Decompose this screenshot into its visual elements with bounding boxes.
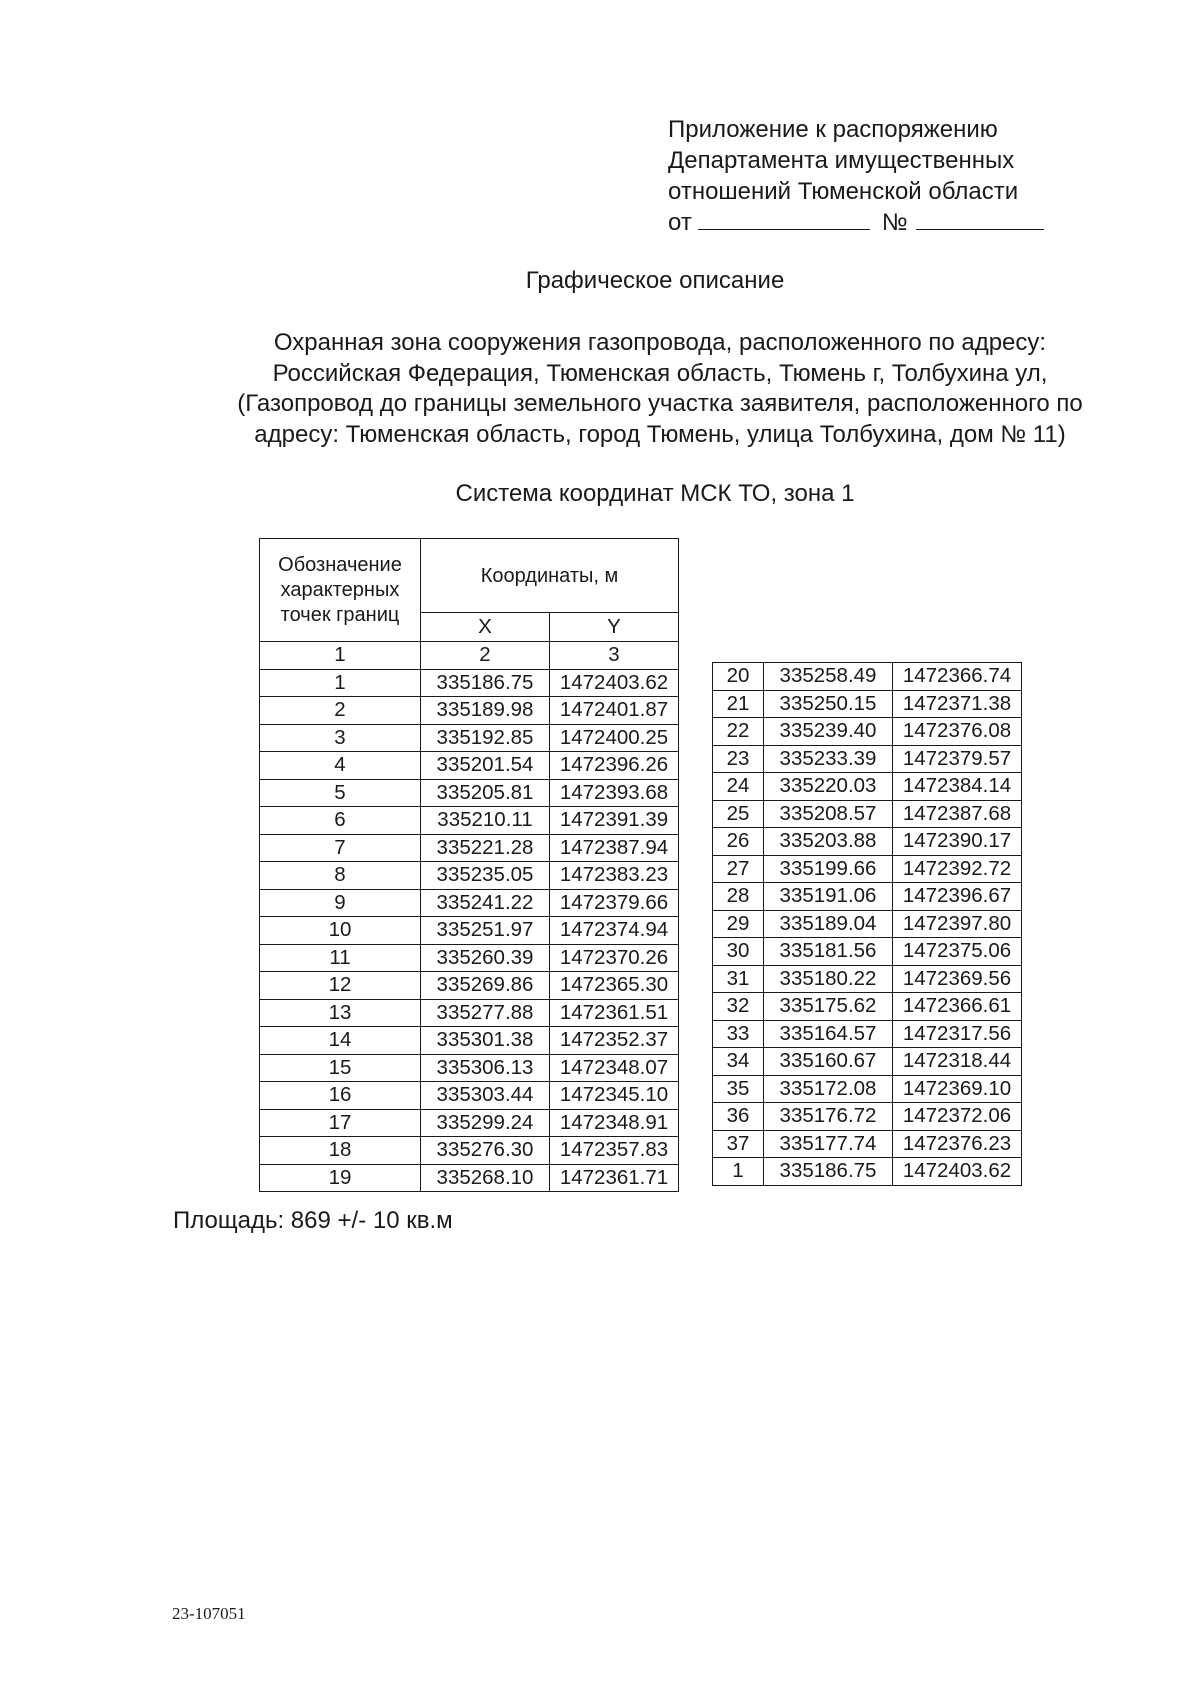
column-number-1: 1 bbox=[260, 642, 421, 670]
number-blank bbox=[916, 209, 1044, 230]
table-column-number-row bbox=[260, 642, 679, 670]
point-cell: 11 bbox=[260, 944, 421, 972]
y-cell: 1472392.72 bbox=[893, 855, 1022, 883]
y-header: Y bbox=[550, 613, 679, 642]
x-cell: 335180.22 bbox=[764, 965, 893, 993]
table-row bbox=[260, 944, 679, 972]
point-cell: 15 bbox=[260, 1054, 421, 1082]
point-cell: 10 bbox=[260, 917, 421, 945]
point-cell: 7 bbox=[260, 834, 421, 862]
point-cell: 32 bbox=[713, 993, 764, 1021]
table-row bbox=[713, 993, 1022, 1021]
table-row bbox=[713, 1075, 1022, 1103]
x-header: X bbox=[421, 613, 550, 642]
point-cell: 18 bbox=[260, 1137, 421, 1165]
table-row bbox=[260, 779, 679, 807]
x-cell: 335269.86 bbox=[421, 972, 550, 1000]
table-row bbox=[713, 883, 1022, 911]
point-cell: 37 bbox=[713, 1130, 764, 1158]
point-cell: 16 bbox=[260, 1082, 421, 1110]
table-row bbox=[260, 834, 679, 862]
x-cell: 335189.98 bbox=[421, 697, 550, 725]
y-cell: 1472352.37 bbox=[550, 1027, 679, 1055]
y-cell: 1472370.26 bbox=[550, 944, 679, 972]
description-line-2: Российская Федерация, Тюменская область, Тюмень г, Толбухина ул, bbox=[272, 359, 1048, 387]
point-cell: 28 bbox=[713, 883, 764, 911]
coordinates-table-main bbox=[259, 538, 679, 1192]
point-cell: 35 bbox=[713, 1075, 764, 1103]
point-cell: 30 bbox=[713, 938, 764, 966]
x-cell: 335160.67 bbox=[764, 1048, 893, 1076]
table-row bbox=[713, 938, 1022, 966]
point-cell: 29 bbox=[713, 910, 764, 938]
coordinate-system-label: Система координат МСК ТО, зона 1 bbox=[455, 480, 855, 507]
x-cell: 335203.88 bbox=[764, 828, 893, 856]
x-cell: 335276.30 bbox=[421, 1137, 550, 1165]
x-cell: 335258.49 bbox=[764, 663, 893, 691]
x-cell: 335172.08 bbox=[764, 1075, 893, 1103]
y-cell: 1472397.80 bbox=[893, 910, 1022, 938]
table-row bbox=[260, 1137, 679, 1165]
point-designation-header bbox=[260, 539, 421, 642]
x-cell: 335208.57 bbox=[764, 800, 893, 828]
table-row bbox=[260, 862, 679, 890]
x-cell: 335205.81 bbox=[421, 779, 550, 807]
x-cell: 335189.04 bbox=[764, 910, 893, 938]
y-cell: 1472384.14 bbox=[893, 773, 1022, 801]
document-title: Графическое описание bbox=[525, 267, 785, 294]
x-cell: 335191.06 bbox=[764, 883, 893, 911]
y-cell: 1472357.83 bbox=[550, 1137, 679, 1165]
y-cell: 1472318.44 bbox=[893, 1048, 1022, 1076]
y-cell: 1472400.25 bbox=[550, 724, 679, 752]
x-cell: 335251.97 bbox=[421, 917, 550, 945]
point-cell: 2 bbox=[260, 697, 421, 725]
table-row bbox=[260, 999, 679, 1027]
y-cell: 1472396.26 bbox=[550, 752, 679, 780]
table-row bbox=[713, 800, 1022, 828]
y-cell: 1472366.61 bbox=[893, 993, 1022, 1021]
area-label: Площадь: 869 +/- 10 кв.м bbox=[173, 1207, 453, 1234]
y-cell: 1472393.68 bbox=[550, 779, 679, 807]
table-row bbox=[260, 1054, 679, 1082]
point-cell: 25 bbox=[713, 800, 764, 828]
x-cell: 335268.10 bbox=[421, 1164, 550, 1192]
appendix-line-1: Приложение к распоряжению bbox=[668, 116, 998, 143]
description-block bbox=[180, 328, 1140, 450]
x-cell: 335239.40 bbox=[764, 718, 893, 746]
x-cell: 335241.22 bbox=[421, 889, 550, 917]
x-cell: 335260.39 bbox=[421, 944, 550, 972]
table-row bbox=[713, 1103, 1022, 1131]
appendix-block bbox=[668, 114, 1108, 238]
y-cell: 1472348.91 bbox=[550, 1109, 679, 1137]
x-cell: 335164.57 bbox=[764, 1020, 893, 1048]
y-cell: 1472379.66 bbox=[550, 889, 679, 917]
column-number-3: 3 bbox=[550, 642, 679, 670]
point-cell: 21 bbox=[713, 690, 764, 718]
x-cell: 335199.66 bbox=[764, 855, 893, 883]
y-cell: 1472403.62 bbox=[893, 1158, 1022, 1186]
y-cell: 1472390.17 bbox=[893, 828, 1022, 856]
x-cell: 335192.85 bbox=[421, 724, 550, 752]
table-row bbox=[713, 965, 1022, 993]
y-cell: 1472376.08 bbox=[893, 718, 1022, 746]
table-row bbox=[713, 828, 1022, 856]
table-row bbox=[713, 1158, 1022, 1186]
x-cell: 335299.24 bbox=[421, 1109, 550, 1137]
y-cell: 1472361.51 bbox=[550, 999, 679, 1027]
point-cell: 23 bbox=[713, 745, 764, 773]
point-header-line-1: Обозначение bbox=[278, 553, 402, 576]
point-cell: 26 bbox=[713, 828, 764, 856]
y-cell: 1472403.62 bbox=[550, 669, 679, 697]
appendix-line-2: Департамента имущественных bbox=[668, 147, 1015, 174]
table-row bbox=[260, 807, 679, 835]
table-row bbox=[713, 855, 1022, 883]
description-line-4: адресу: Тюменская область, город Тюмень, улица Толбухина, дом № 11) bbox=[254, 420, 1066, 448]
y-cell: 1472372.06 bbox=[893, 1103, 1022, 1131]
y-cell: 1472317.56 bbox=[893, 1020, 1022, 1048]
y-cell: 1472387.94 bbox=[550, 834, 679, 862]
point-cell: 19 bbox=[260, 1164, 421, 1192]
point-cell: 4 bbox=[260, 752, 421, 780]
document-number: 23-107051 bbox=[172, 1604, 246, 1623]
x-cell: 335210.11 bbox=[421, 807, 550, 835]
table-row bbox=[713, 1130, 1022, 1158]
description-line-3: (Газопровод до границы земельного участка заявителя, расположенного по bbox=[237, 390, 1083, 417]
table-row bbox=[260, 724, 679, 752]
point-cell: 22 bbox=[713, 718, 764, 746]
point-cell: 9 bbox=[260, 889, 421, 917]
table-row bbox=[713, 663, 1022, 691]
point-cell: 1 bbox=[713, 1158, 764, 1186]
x-cell: 335306.13 bbox=[421, 1054, 550, 1082]
point-cell: 20 bbox=[713, 663, 764, 691]
appendix-date-number-line bbox=[668, 207, 1108, 238]
x-cell: 335186.75 bbox=[421, 669, 550, 697]
x-cell: 335175.62 bbox=[764, 993, 893, 1021]
x-cell: 335220.03 bbox=[764, 773, 893, 801]
x-cell: 335177.74 bbox=[764, 1130, 893, 1158]
y-cell: 1472374.94 bbox=[550, 917, 679, 945]
x-cell: 335201.54 bbox=[421, 752, 550, 780]
x-cell: 335235.05 bbox=[421, 862, 550, 890]
point-cell: 1 bbox=[260, 669, 421, 697]
x-cell: 335303.44 bbox=[421, 1082, 550, 1110]
x-cell: 335176.72 bbox=[764, 1103, 893, 1131]
point-cell: 12 bbox=[260, 972, 421, 1000]
point-cell: 6 bbox=[260, 807, 421, 835]
y-cell: 1472369.10 bbox=[893, 1075, 1022, 1103]
x-cell: 335221.28 bbox=[421, 834, 550, 862]
table-row bbox=[260, 697, 679, 725]
table-row bbox=[260, 889, 679, 917]
x-cell: 335233.39 bbox=[764, 745, 893, 773]
y-cell: 1472383.23 bbox=[550, 862, 679, 890]
point-cell: 17 bbox=[260, 1109, 421, 1137]
table-row bbox=[260, 917, 679, 945]
table-header-row bbox=[260, 539, 679, 613]
y-cell: 1472379.57 bbox=[893, 745, 1022, 773]
point-header-line-3: точек границ bbox=[280, 603, 400, 626]
y-cell: 1472345.10 bbox=[550, 1082, 679, 1110]
point-header-line-2: характерных bbox=[280, 578, 400, 601]
point-cell: 5 bbox=[260, 779, 421, 807]
point-cell: 31 bbox=[713, 965, 764, 993]
appendix-line-3: отношений Тюменской области bbox=[668, 178, 1019, 205]
point-cell: 14 bbox=[260, 1027, 421, 1055]
y-cell: 1472391.39 bbox=[550, 807, 679, 835]
x-cell: 335186.75 bbox=[764, 1158, 893, 1186]
point-cell: 13 bbox=[260, 999, 421, 1027]
y-cell: 1472387.68 bbox=[893, 800, 1022, 828]
y-cell: 1472371.38 bbox=[893, 690, 1022, 718]
point-cell: 33 bbox=[713, 1020, 764, 1048]
coordinates-header: Координаты, м bbox=[421, 539, 679, 613]
date-label: от bbox=[668, 209, 692, 236]
table-row bbox=[260, 752, 679, 780]
table-row bbox=[713, 1048, 1022, 1076]
description-line-1: Охранная зона сооружения газопровода, расположенного по адресу: bbox=[273, 329, 1047, 356]
point-cell: 8 bbox=[260, 862, 421, 890]
point-cell: 36 bbox=[713, 1103, 764, 1131]
table-row bbox=[260, 669, 679, 697]
table-row bbox=[713, 773, 1022, 801]
y-cell: 1472361.71 bbox=[550, 1164, 679, 1192]
x-cell: 335181.56 bbox=[764, 938, 893, 966]
table-row bbox=[260, 972, 679, 1000]
table-row bbox=[713, 1020, 1022, 1048]
y-cell: 1472375.06 bbox=[893, 938, 1022, 966]
table-row bbox=[713, 690, 1022, 718]
y-cell: 1472401.87 bbox=[550, 697, 679, 725]
y-cell: 1472348.07 bbox=[550, 1054, 679, 1082]
point-cell: 34 bbox=[713, 1048, 764, 1076]
coordinates-table-continuation bbox=[712, 662, 1022, 1186]
point-cell: 3 bbox=[260, 724, 421, 752]
x-cell: 335250.15 bbox=[764, 690, 893, 718]
column-number-2: 2 bbox=[421, 642, 550, 670]
table-row bbox=[260, 1109, 679, 1137]
table-row bbox=[713, 745, 1022, 773]
y-cell: 1472366.74 bbox=[893, 663, 1022, 691]
date-blank bbox=[698, 209, 870, 230]
number-label: № bbox=[881, 209, 908, 236]
y-cell: 1472376.23 bbox=[893, 1130, 1022, 1158]
table-row bbox=[260, 1082, 679, 1110]
y-cell: 1472369.56 bbox=[893, 965, 1022, 993]
point-cell: 24 bbox=[713, 773, 764, 801]
point-cell: 27 bbox=[713, 855, 764, 883]
table-row bbox=[713, 910, 1022, 938]
x-cell: 335301.38 bbox=[421, 1027, 550, 1055]
y-cell: 1472396.67 bbox=[893, 883, 1022, 911]
y-cell: 1472365.30 bbox=[550, 972, 679, 1000]
table-row bbox=[260, 1027, 679, 1055]
table-row bbox=[260, 1164, 679, 1192]
x-cell: 335277.88 bbox=[421, 999, 550, 1027]
table-row bbox=[713, 718, 1022, 746]
